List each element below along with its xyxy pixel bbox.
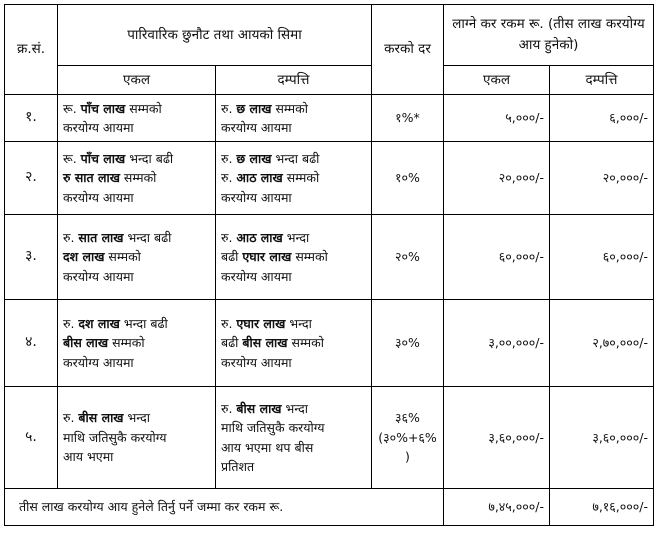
couple-limit-text: करयोग्य आयमा bbox=[221, 268, 292, 284]
couple-limit-text: भन्दा bbox=[281, 400, 309, 416]
single-limit-amount-text: पाँच लाख bbox=[80, 150, 126, 166]
couple-limit-text: रु. bbox=[221, 400, 237, 416]
single-limit-line bbox=[63, 267, 210, 286]
single-limit-amount-text: रु सात लाख bbox=[63, 170, 120, 186]
couple-limit-line bbox=[221, 399, 366, 418]
tax-amount-couple: ६,०००/- bbox=[550, 95, 654, 142]
single-limit-text: करयोग्य आयमा bbox=[63, 120, 134, 135]
couple-limit-line bbox=[221, 353, 366, 372]
couple-limit-text: भन्दा बढी bbox=[271, 150, 320, 166]
single-limit-amount-text: बीस लाख bbox=[78, 410, 124, 426]
couple-limit-line bbox=[221, 99, 366, 118]
tax-amount-couple: ३,६०,०००/- bbox=[550, 387, 654, 489]
serial-number: १. bbox=[5, 95, 58, 142]
single-limit-line bbox=[63, 353, 210, 372]
couple-limit-line bbox=[221, 418, 366, 437]
couple-limit-text: रु. bbox=[221, 229, 237, 245]
couple-limit-amount-text: आठ लाख bbox=[236, 170, 283, 186]
couple-limit bbox=[216, 215, 372, 300]
couple-limit-text: सम्मको bbox=[291, 249, 328, 265]
couple-limit-text: रु. bbox=[221, 100, 237, 116]
couple-limit bbox=[216, 387, 372, 489]
single-limit-line bbox=[63, 428, 210, 447]
header-amount: लाग्ने कर रकम रू. (तीस लाख करयोग्य आय हुनेको) bbox=[444, 5, 654, 66]
total-single: ७,४५,०००/- bbox=[444, 489, 550, 526]
serial-number: ४. bbox=[5, 300, 58, 387]
serial-number: ३. bbox=[5, 215, 58, 300]
couple-limit-text: करयोग्य आयमा bbox=[221, 189, 292, 205]
tax-amount-single: २०,०००/- bbox=[444, 142, 550, 215]
single-limit-text: सम्मको bbox=[108, 335, 145, 351]
header-sn: क्र.सं. bbox=[5, 5, 58, 95]
single-limit-line bbox=[63, 149, 210, 168]
single-limit-text: रु. bbox=[63, 410, 79, 426]
couple-limit-line bbox=[221, 314, 366, 333]
single-limit-amount-text: दश लाख bbox=[63, 249, 105, 265]
single-limit-amount-text: सात लाख bbox=[78, 229, 124, 245]
couple-limit-text: भन्दा bbox=[285, 315, 312, 331]
total-row bbox=[5, 489, 654, 526]
single-limit-text: रू. bbox=[63, 150, 81, 166]
single-limit-text: करयोग्य आयमा bbox=[63, 354, 134, 370]
couple-limit-line bbox=[221, 228, 366, 247]
single-limit-text: करयोग्य आयमा bbox=[63, 268, 134, 284]
single-limit-line bbox=[63, 228, 210, 247]
total-label: तीस लाख करयोग्य आय हुनेले तिर्नु पर्ने जम्मा कर रकम रू. bbox=[5, 489, 444, 526]
single-limit bbox=[58, 215, 216, 300]
single-limit-line bbox=[63, 314, 210, 333]
couple-limit-text: प्रतिशत bbox=[221, 458, 255, 474]
couple-limit-amount-text: बीस लाख bbox=[236, 400, 282, 416]
couple-limit-line bbox=[221, 168, 366, 187]
couple-limit-text: बढी bbox=[221, 249, 243, 265]
single-limit-text: करयोग्य आयमा bbox=[63, 189, 134, 205]
couple-limit-line bbox=[221, 118, 366, 137]
couple-limit-text: करयोग्य आयमा bbox=[221, 354, 292, 370]
couple-limit bbox=[216, 95, 372, 142]
couple-limit-amount-text: एघार लाख bbox=[236, 315, 286, 331]
single-limit-text: भन्दा बढी bbox=[125, 150, 174, 166]
tax-rate bbox=[372, 300, 444, 387]
couple-limit-amount-text: आठ लाख bbox=[236, 229, 283, 245]
single-limit-text: रू. bbox=[63, 100, 81, 116]
single-limit bbox=[58, 387, 216, 489]
single-limit-line bbox=[63, 188, 210, 207]
tax-amount-single: ३,००,०००/- bbox=[444, 300, 550, 387]
tax-amount-single: ६०,०००/- bbox=[444, 215, 550, 300]
single-limit bbox=[58, 142, 216, 215]
header-rate: करको दर bbox=[372, 5, 444, 95]
couple-limit-amount-text: छ लाख bbox=[236, 100, 272, 116]
couple-limit-text: माथि जतिसुकै करयोग्य bbox=[221, 420, 325, 436]
subheader-amount-couple: दम्पत्ति bbox=[550, 66, 654, 95]
single-limit-text: सम्मको bbox=[125, 100, 162, 116]
tax-rate-table bbox=[4, 4, 654, 526]
tax-rate bbox=[372, 215, 444, 300]
single-limit-text: भन्दा bbox=[123, 410, 151, 426]
couple-limit-text: बढी bbox=[221, 335, 243, 351]
single-limit-text: आय भएमा bbox=[63, 449, 114, 465]
couple-limit-line bbox=[221, 438, 366, 457]
single-limit bbox=[58, 300, 216, 387]
single-limit-text: भन्दा बढी bbox=[119, 315, 168, 331]
tax-rate-text: ) bbox=[405, 449, 410, 465]
table-row bbox=[5, 387, 654, 489]
single-limit-line bbox=[63, 333, 210, 352]
subheader-row bbox=[5, 66, 654, 95]
header-limit: पारिवारिक छुनौट तथा आयको सिमा bbox=[58, 5, 372, 66]
single-limit-text: सम्मको bbox=[104, 249, 141, 265]
single-limit-text: माथि जतिसुकै करयोग्य bbox=[63, 429, 167, 445]
tax-rate-text: १०% bbox=[395, 170, 420, 186]
tax-amount-couple: २,७०,०००/- bbox=[550, 300, 654, 387]
couple-limit-text: करयोग्य आयमा bbox=[221, 120, 292, 135]
subheader-couple: दम्पत्ति bbox=[216, 66, 372, 95]
couple-limit-amount-text: बीस लाख bbox=[242, 335, 288, 351]
single-limit-amount-text: पाँच लाख bbox=[80, 100, 126, 116]
tax-rate-text: १%* bbox=[395, 110, 420, 126]
tax-rate bbox=[372, 142, 444, 215]
couple-limit-line bbox=[221, 333, 366, 352]
single-limit-amount-text: दश लाख bbox=[78, 315, 120, 331]
single-limit-line bbox=[63, 447, 210, 466]
serial-number: ५. bbox=[5, 387, 58, 489]
couple-limit-amount-text: छ लाख bbox=[236, 150, 272, 166]
couple-limit bbox=[216, 300, 372, 387]
couple-limit-text: सम्मको bbox=[282, 170, 320, 186]
tax-rate bbox=[372, 387, 444, 489]
tax-amount-single: ३,६०,०००/- bbox=[444, 387, 550, 489]
single-limit-line bbox=[63, 168, 210, 187]
couple-limit-line bbox=[221, 188, 366, 207]
couple-limit-text: रु. bbox=[221, 170, 237, 186]
single-limit-text: भन्दा बढी bbox=[123, 229, 172, 245]
tax-rate bbox=[372, 95, 444, 142]
table-row bbox=[5, 300, 654, 387]
couple-limit-line bbox=[221, 247, 366, 266]
couple-limit-text: भन्दा bbox=[282, 229, 310, 245]
header-row bbox=[5, 5, 654, 66]
tax-amount-couple: २०,०००/- bbox=[550, 142, 654, 215]
couple-limit-line bbox=[221, 149, 366, 168]
table-row bbox=[5, 95, 654, 142]
single-limit-text: रु. bbox=[63, 229, 79, 245]
single-limit-amount-text: बीस लाख bbox=[63, 335, 109, 351]
tax-amount-single: ५,०००/- bbox=[444, 95, 550, 142]
single-limit-text: सम्मको bbox=[119, 170, 157, 186]
couple-limit-text: सम्मको bbox=[271, 100, 308, 116]
couple-limit-text: आय भएमा थप बीस bbox=[221, 439, 314, 455]
couple-limit-text: रु. bbox=[221, 150, 237, 166]
table-row bbox=[5, 142, 654, 215]
tax-amount-couple: ६०,०००/- bbox=[550, 215, 654, 300]
couple-limit-line bbox=[221, 267, 366, 286]
single-limit-line bbox=[63, 408, 210, 427]
tax-rate-text: ३६% bbox=[395, 410, 420, 426]
serial-number: २. bbox=[5, 142, 58, 215]
couple-limit-amount-text: एघार लाख bbox=[242, 249, 292, 265]
single-limit-line bbox=[63, 99, 210, 118]
couple-limit bbox=[216, 142, 372, 215]
single-limit-text: रु. bbox=[63, 315, 79, 331]
tax-rate-text: (३०%+६% bbox=[378, 429, 437, 445]
couple-limit-text: रु. bbox=[221, 315, 237, 331]
single-limit-line bbox=[63, 247, 210, 266]
table-row bbox=[5, 215, 654, 300]
subheader-single: एकल bbox=[58, 66, 216, 95]
total-couple: ७,१६,०००/- bbox=[550, 489, 654, 526]
tax-rate-text: २०% bbox=[395, 249, 420, 265]
subheader-amount-single: एकल bbox=[444, 66, 550, 95]
couple-limit-line bbox=[221, 457, 366, 476]
single-limit bbox=[58, 95, 216, 142]
tax-rate-text: ३०% bbox=[395, 335, 420, 351]
couple-limit-text: सम्मको bbox=[287, 335, 324, 351]
single-limit-line bbox=[63, 118, 210, 137]
